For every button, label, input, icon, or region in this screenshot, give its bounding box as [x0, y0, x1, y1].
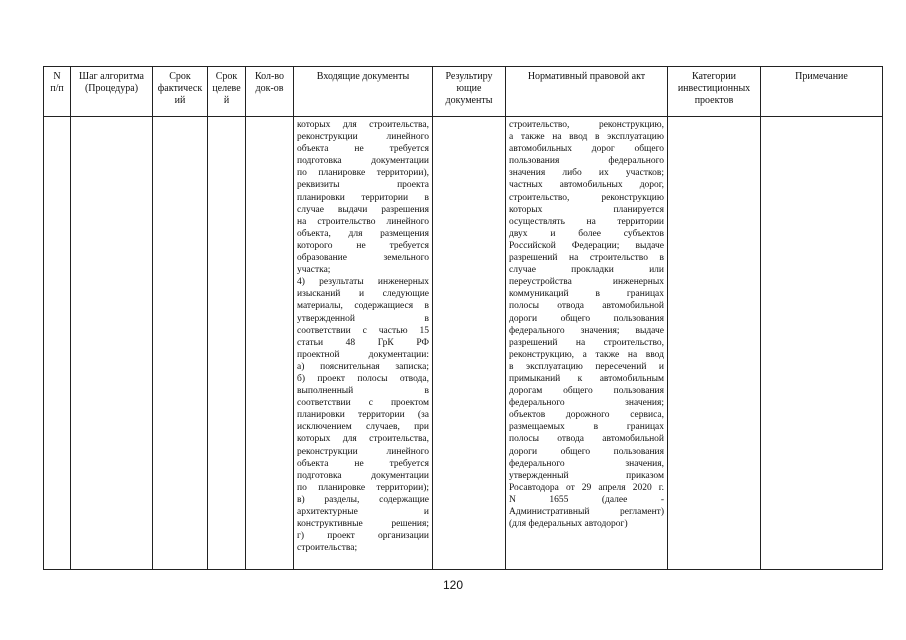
cell-result-docs	[433, 117, 506, 570]
text-line: планировки территории в	[297, 192, 429, 203]
text-line: разрешений на строительство в	[509, 253, 664, 264]
cell-input-docs	[294, 117, 433, 570]
col-header-target-term: Срок целеве й	[208, 67, 246, 117]
text-line: проектной документации:	[297, 349, 429, 360]
text-line: соответствии с проектом	[297, 398, 429, 409]
text-line: реквизиты проекта	[297, 180, 429, 191]
text-line: случае прокладки или	[509, 265, 664, 276]
text-line: конструктивные решения;	[297, 519, 429, 530]
text-line: планировки территории (за	[297, 410, 429, 421]
text-line: значения либо их участков;	[509, 168, 664, 179]
text-line: г) проект организации	[297, 531, 429, 542]
table-row	[44, 117, 883, 570]
text-line: случае выдачи разрешения	[297, 204, 429, 215]
cell-algorithm-step	[71, 117, 153, 570]
text-line: материалы, содержащиеся в	[297, 301, 429, 312]
page-number: 120	[442, 578, 464, 592]
text-line: полосы отвода автомобильной	[509, 434, 664, 445]
text-line: частных автомобильных дорог,	[509, 180, 664, 191]
text-line: по планировке территории),	[297, 168, 429, 179]
text-line: объектов дорожного сервиса,	[509, 410, 664, 421]
text-line: дороги общего пользования	[509, 446, 664, 457]
text-line: Административный регламент)	[509, 507, 664, 517]
text-line: изысканий и следующие	[297, 289, 429, 300]
text-line: а) пояснительная записка;	[297, 361, 429, 372]
text-line: N 1655 (далее -	[509, 494, 664, 505]
cell-note	[761, 117, 883, 570]
text-line: утвержденной в	[297, 313, 429, 324]
text-line: подготовка документации	[297, 156, 429, 167]
text-line: участка;	[297, 265, 331, 276]
table-header-row	[44, 67, 883, 117]
text-line: 4) результаты инженерных	[297, 277, 429, 288]
text-line: дороги общего пользования	[509, 313, 664, 324]
col-header-input-docs: Входящие документы	[294, 67, 433, 117]
text-line: разрешений на строительство,	[509, 337, 664, 348]
text-line: реконструкции линейного	[297, 132, 429, 143]
text-line: в) разделы, содержащие	[297, 494, 429, 505]
text-line: объекта, для размещения	[297, 228, 429, 239]
text-line: выполненный в	[297, 386, 429, 397]
cell-project-categories	[668, 117, 761, 570]
text-line: архитектурные и	[297, 507, 429, 517]
text-line: на строительство линейного	[297, 216, 429, 227]
text-line: в эксплуатацию пересечений и	[509, 361, 664, 372]
text-line: образование земельного	[297, 253, 429, 264]
cell-legal-act	[506, 117, 668, 570]
cell-number	[44, 117, 71, 570]
text-line: которых для строительства,	[297, 434, 429, 445]
text-line: статьи 48 ГрК РФ	[297, 337, 429, 348]
cell-actual-term	[153, 117, 208, 570]
text-line: двух и более субъектов	[509, 228, 664, 239]
col-header-note: Примечание	[761, 67, 883, 117]
text-line: реконструкции линейного	[297, 446, 429, 457]
cell-doc-count	[246, 117, 294, 570]
text-line: подготовка документации	[297, 470, 429, 481]
text-line: объекта не требуется	[297, 458, 429, 469]
text-line: которого не требуется	[297, 240, 429, 251]
text-line: автомобильных дорог общего	[509, 144, 664, 155]
text-line: а также на ввод в эксплуатацию	[509, 132, 664, 143]
text-line: коммуникаций в границах	[509, 289, 664, 300]
text-line: утвержденный приказом	[509, 470, 664, 481]
text-line: которых планируется	[509, 204, 664, 215]
col-header-number: N п/п	[44, 67, 71, 117]
col-header-algorithm-step: Шаг алгоритма (Процедура)	[71, 67, 153, 117]
col-header-project-categories: Категории инвестиционных проектов	[668, 67, 761, 117]
col-header-actual-term: Срок фактическ ий	[153, 67, 208, 117]
text-line: строительство, реконструкцию,	[509, 120, 664, 130]
text-line: по планировке территории);	[297, 482, 429, 493]
col-header-legal-act: Нормативный правовой акт	[506, 67, 668, 117]
text-line: осуществлять на территории	[509, 216, 664, 227]
text-line: которых для строительства,	[297, 120, 429, 130]
text-line: федерального значения,	[509, 458, 664, 469]
text-line: Российской Федерации; выдаче	[509, 240, 664, 251]
text-line: строительства;	[297, 543, 358, 554]
text-line: дорогам общего пользования	[509, 386, 664, 397]
col-header-doc-count: Кол-во док-ов	[246, 67, 294, 117]
text-line: строительство, реконструкцию	[509, 192, 664, 203]
procedure-table	[43, 66, 883, 570]
text-line: объекта не требуется	[297, 144, 429, 155]
text-line: (для федеральных автодорог)	[509, 519, 628, 530]
text-line: реконструкцию, а также на ввод	[509, 349, 664, 360]
text-line: переустройства инженерных	[509, 277, 664, 288]
cell-target-term	[208, 117, 246, 570]
col-header-result-docs: Результиру ющие документы	[433, 67, 506, 117]
text-line: исключением случаев, при	[297, 422, 429, 433]
text-line: пользования федерального	[509, 156, 664, 167]
text-line: соответствии с частью 15	[297, 325, 429, 336]
legal-act-text	[506, 117, 667, 530]
text-line: Росавтодора от 29 апреля 2020 г.	[509, 482, 664, 493]
text-line: федерального значения; выдаче	[509, 325, 664, 336]
input-docs-text	[294, 117, 432, 554]
text-line: примыканий к автомобильным	[509, 373, 664, 384]
text-line: б) проект полосы отвода,	[297, 373, 429, 384]
text-line: полосы отвода автомобильной	[509, 301, 664, 312]
text-line: федерального значения;	[509, 398, 664, 409]
text-line: размещаемых в границах	[509, 422, 664, 433]
